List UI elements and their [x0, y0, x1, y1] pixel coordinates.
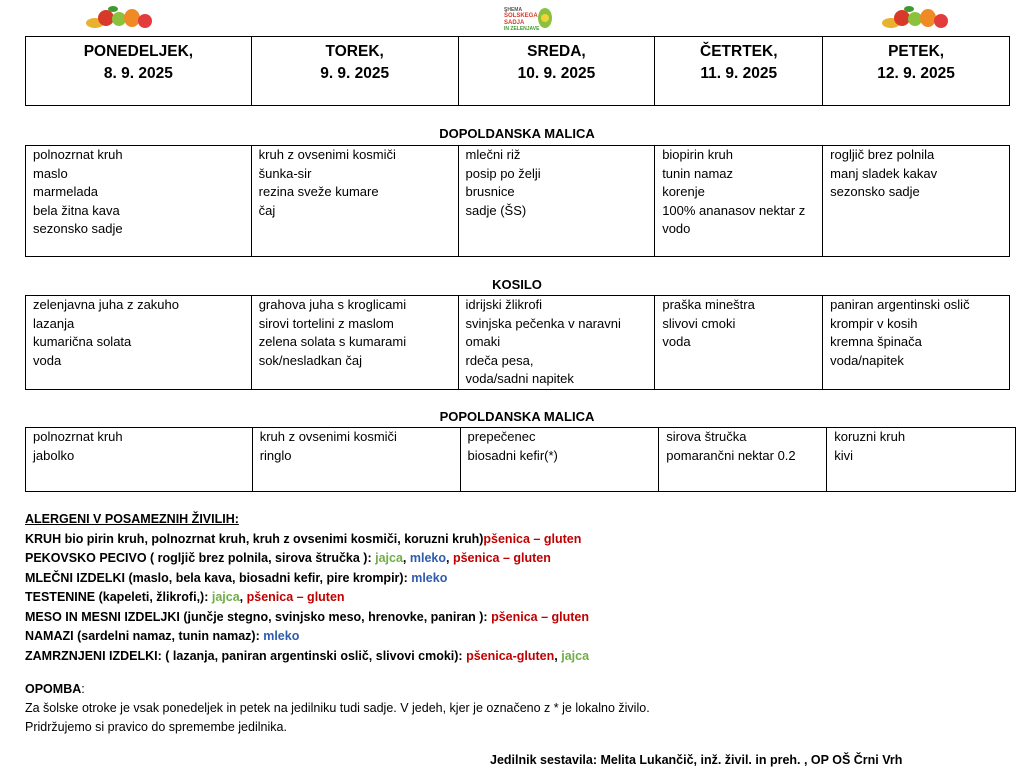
fruit-vegetable-logo-right: [878, 6, 950, 32]
list-item: vodo: [662, 221, 691, 236]
list-item: zelenjavna juha z zakuho: [33, 297, 179, 312]
allergen-text: TESTENINE (kapeleti, žlikrofi,):: [25, 590, 212, 604]
section-title-kosilo: KOSILO: [492, 277, 542, 292]
allergens-heading: ALERGENI V POSAMEZNIH ŽIVILIH:: [25, 512, 239, 526]
list-item: kruh z ovsenimi kosmiči: [258, 147, 396, 162]
list-item: rdeča pesa,: [465, 352, 534, 368]
note-colon: :: [81, 682, 85, 696]
allergen-line: [25, 647, 589, 667]
dopoldanska-monday: [26, 146, 252, 257]
allergen-tag-red: pšenica – gluten: [491, 609, 590, 624]
allergen-text: ,: [554, 648, 562, 663]
allergen-text: ,: [402, 551, 410, 565]
list-item: marmelada: [33, 184, 99, 199]
note-line-1: Za šolske otroke je vsak ponedeljek in petek na jedilniku tudi sadje. V jedeh, kjer je označeno z * je lokalno živilo.: [25, 701, 650, 715]
section-title-dopoldanska: DOPOLDANSKA MALICA: [439, 126, 595, 141]
allergen-text: NAMAZI (sardelni namaz, tunin namaz):: [25, 629, 264, 643]
list-item: idrijski žlikrofi: [465, 297, 543, 312]
list-item: ringlo: [259, 447, 292, 463]
list-item: zelena solata s kumarami: [258, 334, 407, 349]
allergen-line: [25, 549, 589, 569]
logo-text-4: IN ZELENJAVE: [504, 26, 540, 32]
allergen-tag-blue: mleko: [409, 551, 446, 565]
list-item: kruh z ovsenimi kosmiči: [259, 429, 397, 444]
list-item: prepečenec: [467, 429, 536, 444]
dopoldanska-friday: [823, 146, 1010, 257]
dopoldanska-table: [25, 145, 1010, 257]
list-item: tunin namaz: [662, 165, 734, 181]
logo-text-1: SHEMA: [504, 7, 523, 13]
kosilo-wednesday: [458, 296, 655, 390]
list-item: jabolko: [33, 447, 75, 463]
allergen-line: [25, 627, 589, 647]
allergens-list: [25, 530, 589, 667]
allergen-text: MLEČNI IZDELKI (maslo, bela kava, biosadni kefir, pire krompir):: [25, 570, 412, 585]
list-item: biopirin kruh: [662, 147, 734, 162]
list-item: sadje (ŠS): [465, 202, 527, 218]
list-item: voda/napitek: [830, 352, 904, 368]
allergen-text: ,: [446, 551, 453, 565]
logo-text-2: ŠOLSKEGA: [504, 13, 538, 19]
allergen-tag-blue: mleko: [411, 570, 448, 585]
allergens-block: [25, 510, 589, 666]
list-item: voda: [33, 352, 62, 368]
allergen-line: [25, 608, 589, 628]
list-item: bela žitna kava: [33, 202, 120, 218]
list-item: praška mineštra: [662, 297, 755, 312]
mascot-icon: [538, 8, 552, 28]
allergen-tag-red: pšenica – gluten: [452, 551, 551, 565]
kosilo-tuesday: [251, 296, 458, 390]
list-item: sirovi tortelini z maslom: [258, 315, 394, 331]
footer-author: Jedilnik sestavila: Melita Lukančič, inž. živil. in preh. , OP OŠ Črni Vrh: [490, 753, 903, 767]
list-item: voda: [662, 334, 691, 349]
list-item: voda/sadni napitek: [465, 371, 574, 386]
list-item: polnozrnat kruh: [33, 147, 123, 162]
list-item: mlečni riž: [465, 147, 521, 162]
list-item: maslo: [33, 165, 68, 181]
list-item: čaj: [258, 202, 276, 218]
popoldanska-tuesday: [252, 428, 460, 492]
list-item: kumarična solata: [33, 334, 132, 349]
list-item: krompir v kosih: [830, 315, 918, 331]
dopoldanska-tuesday: [251, 146, 458, 257]
list-item: omaki: [465, 334, 501, 349]
allergen-tag-red: pšenica-gluten: [466, 648, 555, 663]
day-header-wednesday: SREDA, 10. 9. 2025: [458, 37, 655, 106]
allergen-tag-red: pšenica – gluten: [246, 590, 345, 604]
dopoldanska-wednesday: [458, 146, 655, 257]
list-item: brusnice: [465, 184, 515, 199]
allergen-tag-red: pšenica – gluten: [483, 531, 582, 546]
list-item: šunka-sir: [258, 165, 312, 181]
note-heading: OPOMBA: [25, 682, 82, 696]
list-item: korenje: [662, 184, 705, 199]
allergen-text: ,: [239, 590, 247, 604]
dopoldanska-thursday: [655, 146, 823, 257]
popoldanska-thursday: [659, 428, 827, 492]
allergen-line: [25, 588, 589, 608]
list-item: pomarančni nektar 0.2: [666, 447, 796, 463]
school-fruit-scheme-logo: [504, 5, 556, 31]
list-item: sirova štručka: [666, 429, 747, 444]
list-item: koruzni kruh: [834, 429, 906, 444]
day-header-thursday: ČETRTEK, 11. 9. 2025: [655, 37, 823, 106]
kosilo-thursday: [655, 296, 823, 390]
list-item: biosadni kefir(*): [467, 447, 558, 463]
list-item: kivi: [834, 447, 854, 463]
allergen-text: KRUH bio pirin kruh, polnozrnat kruh, kruh z ovsenimi kosmiči, koruzni kruh): [25, 531, 484, 546]
list-item: posip po želji: [465, 165, 541, 181]
kosilo-monday: [26, 296, 252, 390]
list-item: sezonsko sadje: [830, 184, 920, 199]
list-item: svinjska pečenka v naravni: [465, 315, 621, 331]
kosilo-table: [25, 295, 1010, 390]
note-line-2: Pridržujemo si pravico do spremembe jedilnika.: [25, 720, 287, 734]
popoldanska-monday: [26, 428, 253, 492]
allergen-tag-blue: mleko: [263, 629, 300, 643]
list-item: 100% ananasov nektar z: [662, 202, 806, 218]
list-item: slivovi cmoki: [662, 315, 736, 331]
list-item: grahova juha s kroglicami: [258, 297, 407, 312]
list-item: paniran argentinski oslič: [830, 297, 970, 312]
allergen-line: [25, 530, 589, 550]
popoldanska-wednesday: [460, 428, 659, 492]
day-header-table: [25, 36, 1010, 106]
list-item: polnozrnat kruh: [33, 429, 123, 444]
allergen-tag-green: jajca: [561, 648, 590, 663]
allergen-tag-green: jajca: [211, 590, 240, 604]
list-item: rezina sveže kumare: [258, 184, 379, 199]
allergen-text: MESO IN MESNI IZDELJKI (junčje stegno, svinjsko meso, hrenovke, paniran ):: [25, 609, 492, 624]
note-block: [25, 680, 650, 737]
day-header-friday: PETEK, 12. 9. 2025: [823, 37, 1010, 106]
popoldanska-table: [25, 427, 1016, 492]
fruit-vegetable-logo-left: [82, 6, 154, 32]
logo-text-3: SADJA: [504, 20, 525, 26]
kosilo-friday: [823, 296, 1010, 390]
popoldanska-friday: [827, 428, 1016, 492]
day-header-tuesday: TOREK, 9. 9. 2025: [251, 37, 458, 106]
allergen-tag-green: jajca: [375, 551, 403, 565]
list-item: sok/nesladkan čaj: [258, 352, 363, 368]
allergen-text: PEKOVSKO PECIVO ( rogljič brez polnila, sirova štručka ):: [25, 551, 376, 565]
section-title-popoldanska: POPOLDANSKA MALICA: [439, 409, 595, 424]
list-item: kremna špinača: [830, 334, 922, 349]
allergen-line: [25, 569, 589, 589]
list-item: lazanja: [33, 315, 75, 331]
list-item: rogljič brez polnila: [830, 147, 935, 162]
allergen-text: ZAMRZNJENI IZDELKI: ( lazanja, paniran argentinski oslič, slivovi cmoki):: [25, 648, 467, 663]
day-header-monday: PONEDELJEK, 8. 9. 2025: [26, 37, 252, 106]
list-item: manj sladek kakav: [830, 165, 938, 181]
list-item: sezonsko sadje: [33, 221, 123, 236]
